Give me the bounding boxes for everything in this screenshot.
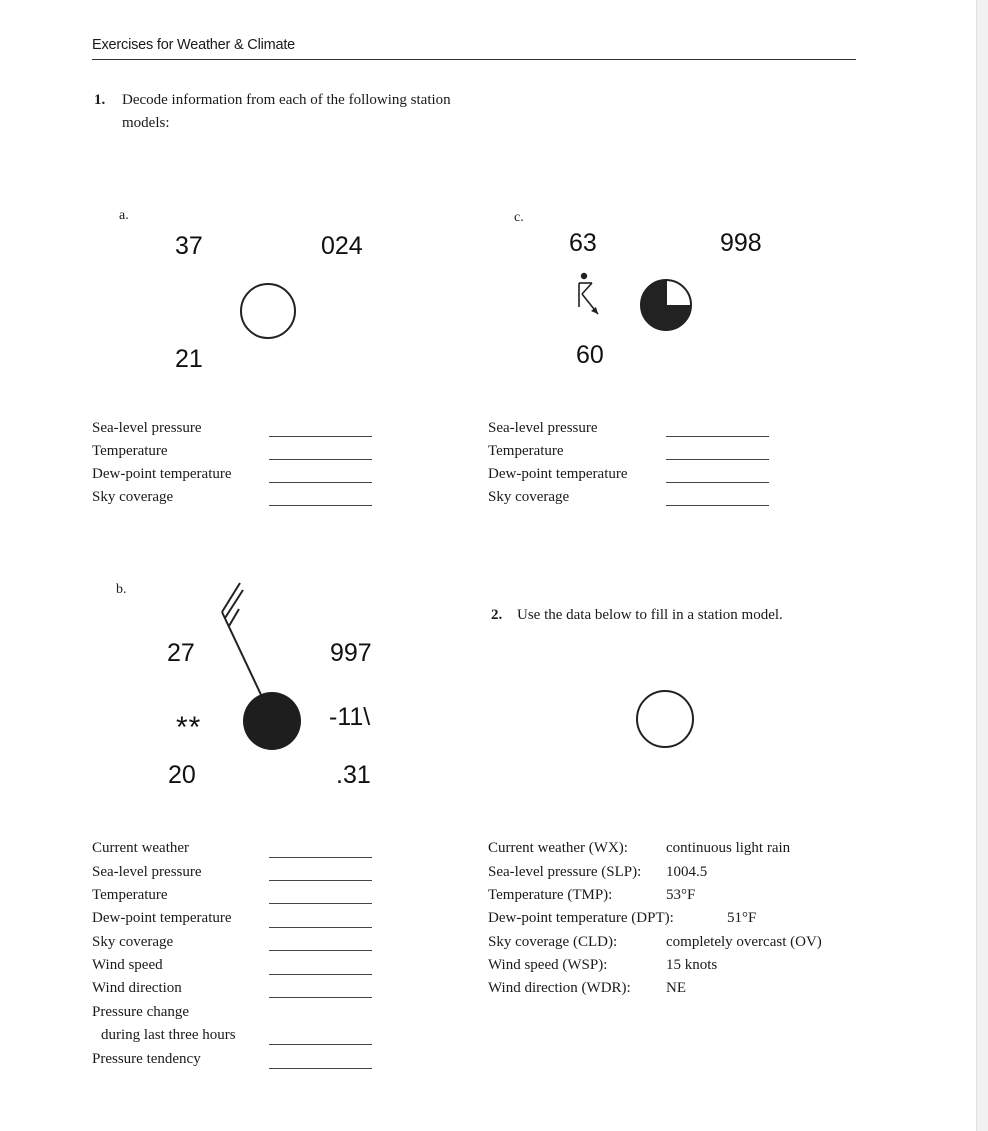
model-c-field-sea-level-pressure: Sea-level pressure [488,420,598,436]
model-c-letter: c. [514,210,524,225]
model-a-field-temperature: Temperature [92,443,168,459]
q2-label-sky-coverage: Sky coverage (CLD): [488,934,618,950]
q2-label-temperature: Temperature (TMP): [488,887,613,903]
model-b-answer-blank[interactable] [269,950,372,951]
model-b-precipitation: .31 [336,761,371,789]
model-b-field-sea-level-pressure: Sea-level pressure [92,864,202,880]
model-a-field-sea-level-pressure: Sea-level pressure [92,420,202,436]
model-c-field-sky-coverage: Sky coverage [488,489,570,505]
question-2-text: Use the data below to fill in a station model. [517,607,783,623]
model-b-weather: ** [176,711,202,744]
model-b-field-current-weather: Current weather [92,840,190,856]
model-a-pressure: 024 [321,232,363,260]
model-c-field-dewpoint: Dew-point temperature [488,466,628,482]
model-a-dewpoint: 21 [175,345,203,373]
model-b-field-temperature: Temperature [92,887,168,903]
q2-value-wind-speed: 15 knots [666,957,718,973]
model-b-answer-blank[interactable] [269,903,372,904]
model-b-letter: b. [116,582,127,597]
model-b-answer-blank[interactable] [269,857,372,858]
model-b-answer-blank[interactable] [269,880,372,881]
model-c-field-temperature: Temperature [488,443,564,459]
model-b-answer-blank[interactable] [269,997,372,998]
model-c-temperature: 63 [569,229,597,257]
question-2-number: 2. [491,607,503,623]
question-1-line1: Decode information from each of the following station [122,92,451,108]
model-b-answer-blank[interactable] [269,1068,372,1069]
page-header: Exercises for Weather & Climate [92,37,296,53]
model-c-dewpoint: 60 [576,341,604,369]
model-b-answer-blank[interactable] [269,974,372,975]
question-1-number: 1. [94,92,106,108]
model-b-answer-blank[interactable] [269,1044,372,1045]
q2-value-sky-coverage: completely overcast (OV) [666,934,822,950]
model-b-field-dewpoint: Dew-point temperature [92,910,232,926]
model-b-pressure-change: -11\ [329,703,371,731]
model-b-field-pressure-change-cont: during last three hours [101,1027,236,1043]
model-b-answer-blank[interactable] [269,927,372,928]
model-b-field-sky-coverage: Sky coverage [92,934,174,950]
model-b-dewpoint: 20 [168,761,196,789]
model-b-temperature: 27 [167,639,195,667]
q2-label-current-weather: Current weather (WX): [488,840,628,856]
q2-value-wind-direction: NE [666,980,686,996]
q2-label-dewpoint: Dew-point temperature (DPT): [488,910,674,926]
model-b-field-pressure-tendency: Pressure tendency [92,1051,201,1067]
q2-label-sea-level-pressure: Sea-level pressure (SLP): [488,864,642,880]
model-b-field-wind-speed: Wind speed [92,957,163,973]
q2-value-dewpoint: 51°F [727,910,757,926]
q2-value-temperature: 53°F [666,887,696,903]
model-a-field-sky-coverage: Sky coverage [92,489,174,505]
model-a-temperature: 37 [175,232,203,260]
question-1-line2: models: [122,115,170,131]
model-a-letter: a. [119,208,129,223]
q2-value-sea-level-pressure: 1004.5 [666,864,708,880]
model-a-field-dewpoint: Dew-point temperature [92,466,232,482]
model-b-field-pressure-change: Pressure change [92,1004,190,1020]
model-b-pressure: 997 [330,639,372,667]
q2-label-wind-direction: Wind direction (WDR): [488,980,631,996]
q2-value-current-weather: continuous light rain [666,840,791,856]
q2-label-wind-speed: Wind speed (WSP): [488,957,608,973]
model-b-field-wind-direction: Wind direction [92,980,182,996]
model-c-pressure: 998 [720,229,762,257]
